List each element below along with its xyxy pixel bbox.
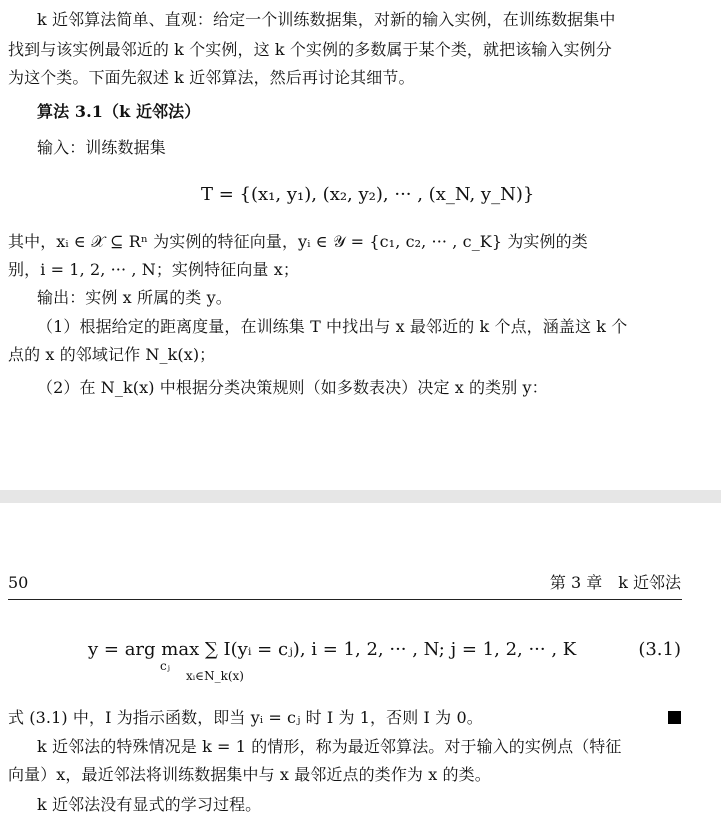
header-rule [8,599,682,600]
equation-sub-max: cⱼ [160,659,170,673]
step1-line-2: 点的 x 的邻域记作 N_k(x)； [8,345,216,364]
equation-sub-sum: xᵢ∈N_k(x) [186,669,244,683]
no-explicit-learning-line: k 近邻法没有显式的学习过程。 [37,795,262,814]
equation-number: (3.1) [638,639,681,660]
lower-page [0,503,721,835]
algorithm-title: 算法 3.1（k 近邻法） [37,102,201,121]
intro-line-2: 找到与该实例最邻近的 k 个实例，这 k 个实例的多数属于某个类，就把该输入实例分 [8,40,612,59]
intro-line-3: 为这个类。下面先叙述 k 近邻算法，然后再讨论其细节。 [8,68,415,87]
special-case-line-2: 向量）x，最近邻法将训练数据集中与 x 最邻近点的类作为 x 的类。 [8,765,491,784]
where-line-2: 别，i = 1, 2, ··· , N；实例特征向量 x； [8,260,299,279]
intro-line-1: k 近邻算法简单、直观：给定一个训练数据集，对新的输入实例，在训练数据集中 [37,10,616,29]
dataset-equation: T = {(x₁, y₁), (x₂, y₂), ··· , (x_N, y_N)} [201,184,535,205]
step2-line: （2）在 N_k(x) 中根据分类决策规则（如多数表决）决定 x 的类别 y： [37,378,548,397]
page-gutter [0,490,721,503]
end-of-proof-square [668,711,681,724]
special-case-line-1: k 近邻法的特殊情况是 k = 1 的情形，称为最近邻算法。对于输入的实例点（特征 [37,737,622,756]
running-head: 第 3 章 k 近邻法 [549,573,681,592]
step1-line-1: （1）根据给定的距离度量，在训练集 T 中找出与 x 最邻近的 k 个点，涵盖这 k 个 [37,317,628,336]
where-line-1: 其中，xᵢ ∈ 𝒳 ⊆ Rⁿ 为实例的特征向量，yᵢ ∈ 𝒴 = {c₁, c₂, ··· , c_K} 为实例的类 [8,232,588,251]
after-equation-line: 式 (3.1) 中，I 为指示函数，即当 yᵢ = cⱼ 时 I 为 1，否则 I 为 0。 [8,708,483,727]
equation-3-1: y = arg max ∑ I(yᵢ = cⱼ), i = 1, 2, ··· , N; j = 1, 2, ··· , K [88,639,577,660]
input-label: 输入：训练数据集 [37,138,166,157]
page-number: 50 [8,573,29,592]
output-line: 输出：实例 x 所属的类 y。 [37,288,232,307]
